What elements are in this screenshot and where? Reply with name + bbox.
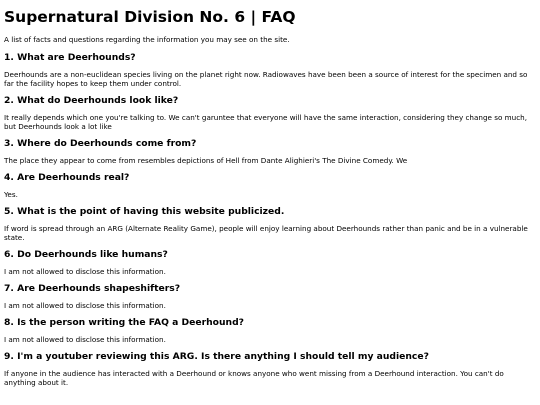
- faq-question-1: 1. What are Deerhounds?: [4, 52, 136, 63]
- faq-question-2: 2. What do Deerhounds look like?: [4, 95, 179, 106]
- faq-question-3: 3. Where do Deerhounds come from?: [4, 138, 197, 149]
- faq-answer-1: Deerhounds are a non-euclidean species living on the planet right now. Radiowaves have been been a source of interest for the specimen and so far the facility hopes to keep them under control.: [4, 70, 528, 88]
- faq-answer-5: If word is spread through an ARG (Alternate Reality Game), people will enjoy learning about Deerhounds rather than panic and be in a vulnerable state.: [4, 224, 528, 242]
- page-title: Supernatural Division No. 6 | FAQ: [4, 8, 296, 26]
- faq-answer-8: I am not allowed to disclose this information.: [4, 335, 166, 344]
- faq-question-8: 8. Is the person writing the FAQ a Deerhound?: [4, 317, 244, 328]
- faq-answer-2: It really depends which one you're talking to. We can't garuntee that everyone will have the same interaction, considering they change so much, but Deerhounds look a lot like: [4, 113, 527, 131]
- faq-list: [4, 52, 528, 387]
- faq-question-5: 5. What is the point of having this website publicized.: [4, 206, 285, 217]
- faq-answer-7: I am not allowed to disclose this information.: [4, 301, 166, 310]
- intro-text: A list of facts and questions regarding the information you may see on the site.: [4, 35, 290, 44]
- faq-answer-9: If anyone in the audience has interacted with a Deerhound or knows anyone who went missing from a Deerhound interaction. You can't do anything about it.: [4, 369, 504, 387]
- faq-question-7: 7. Are Deerhounds shapeshifters?: [4, 283, 181, 294]
- faq-question-6: 6. Do Deerhounds like humans?: [4, 249, 168, 260]
- faq-question-4: 4. Are Deerhounds real?: [4, 172, 130, 183]
- faq-answer-6: I am not allowed to disclose this information.: [4, 267, 166, 276]
- faq-answer-4: Yes.: [4, 190, 18, 199]
- faq-question-9: 9. I'm a youtuber reviewing this ARG. Is there anything I should tell my audience?: [4, 351, 429, 362]
- faq-answer-3: The place they appear to come from resembles depictions of Hell from Dante Alighieri's The Divine Comedy. We: [4, 156, 408, 165]
